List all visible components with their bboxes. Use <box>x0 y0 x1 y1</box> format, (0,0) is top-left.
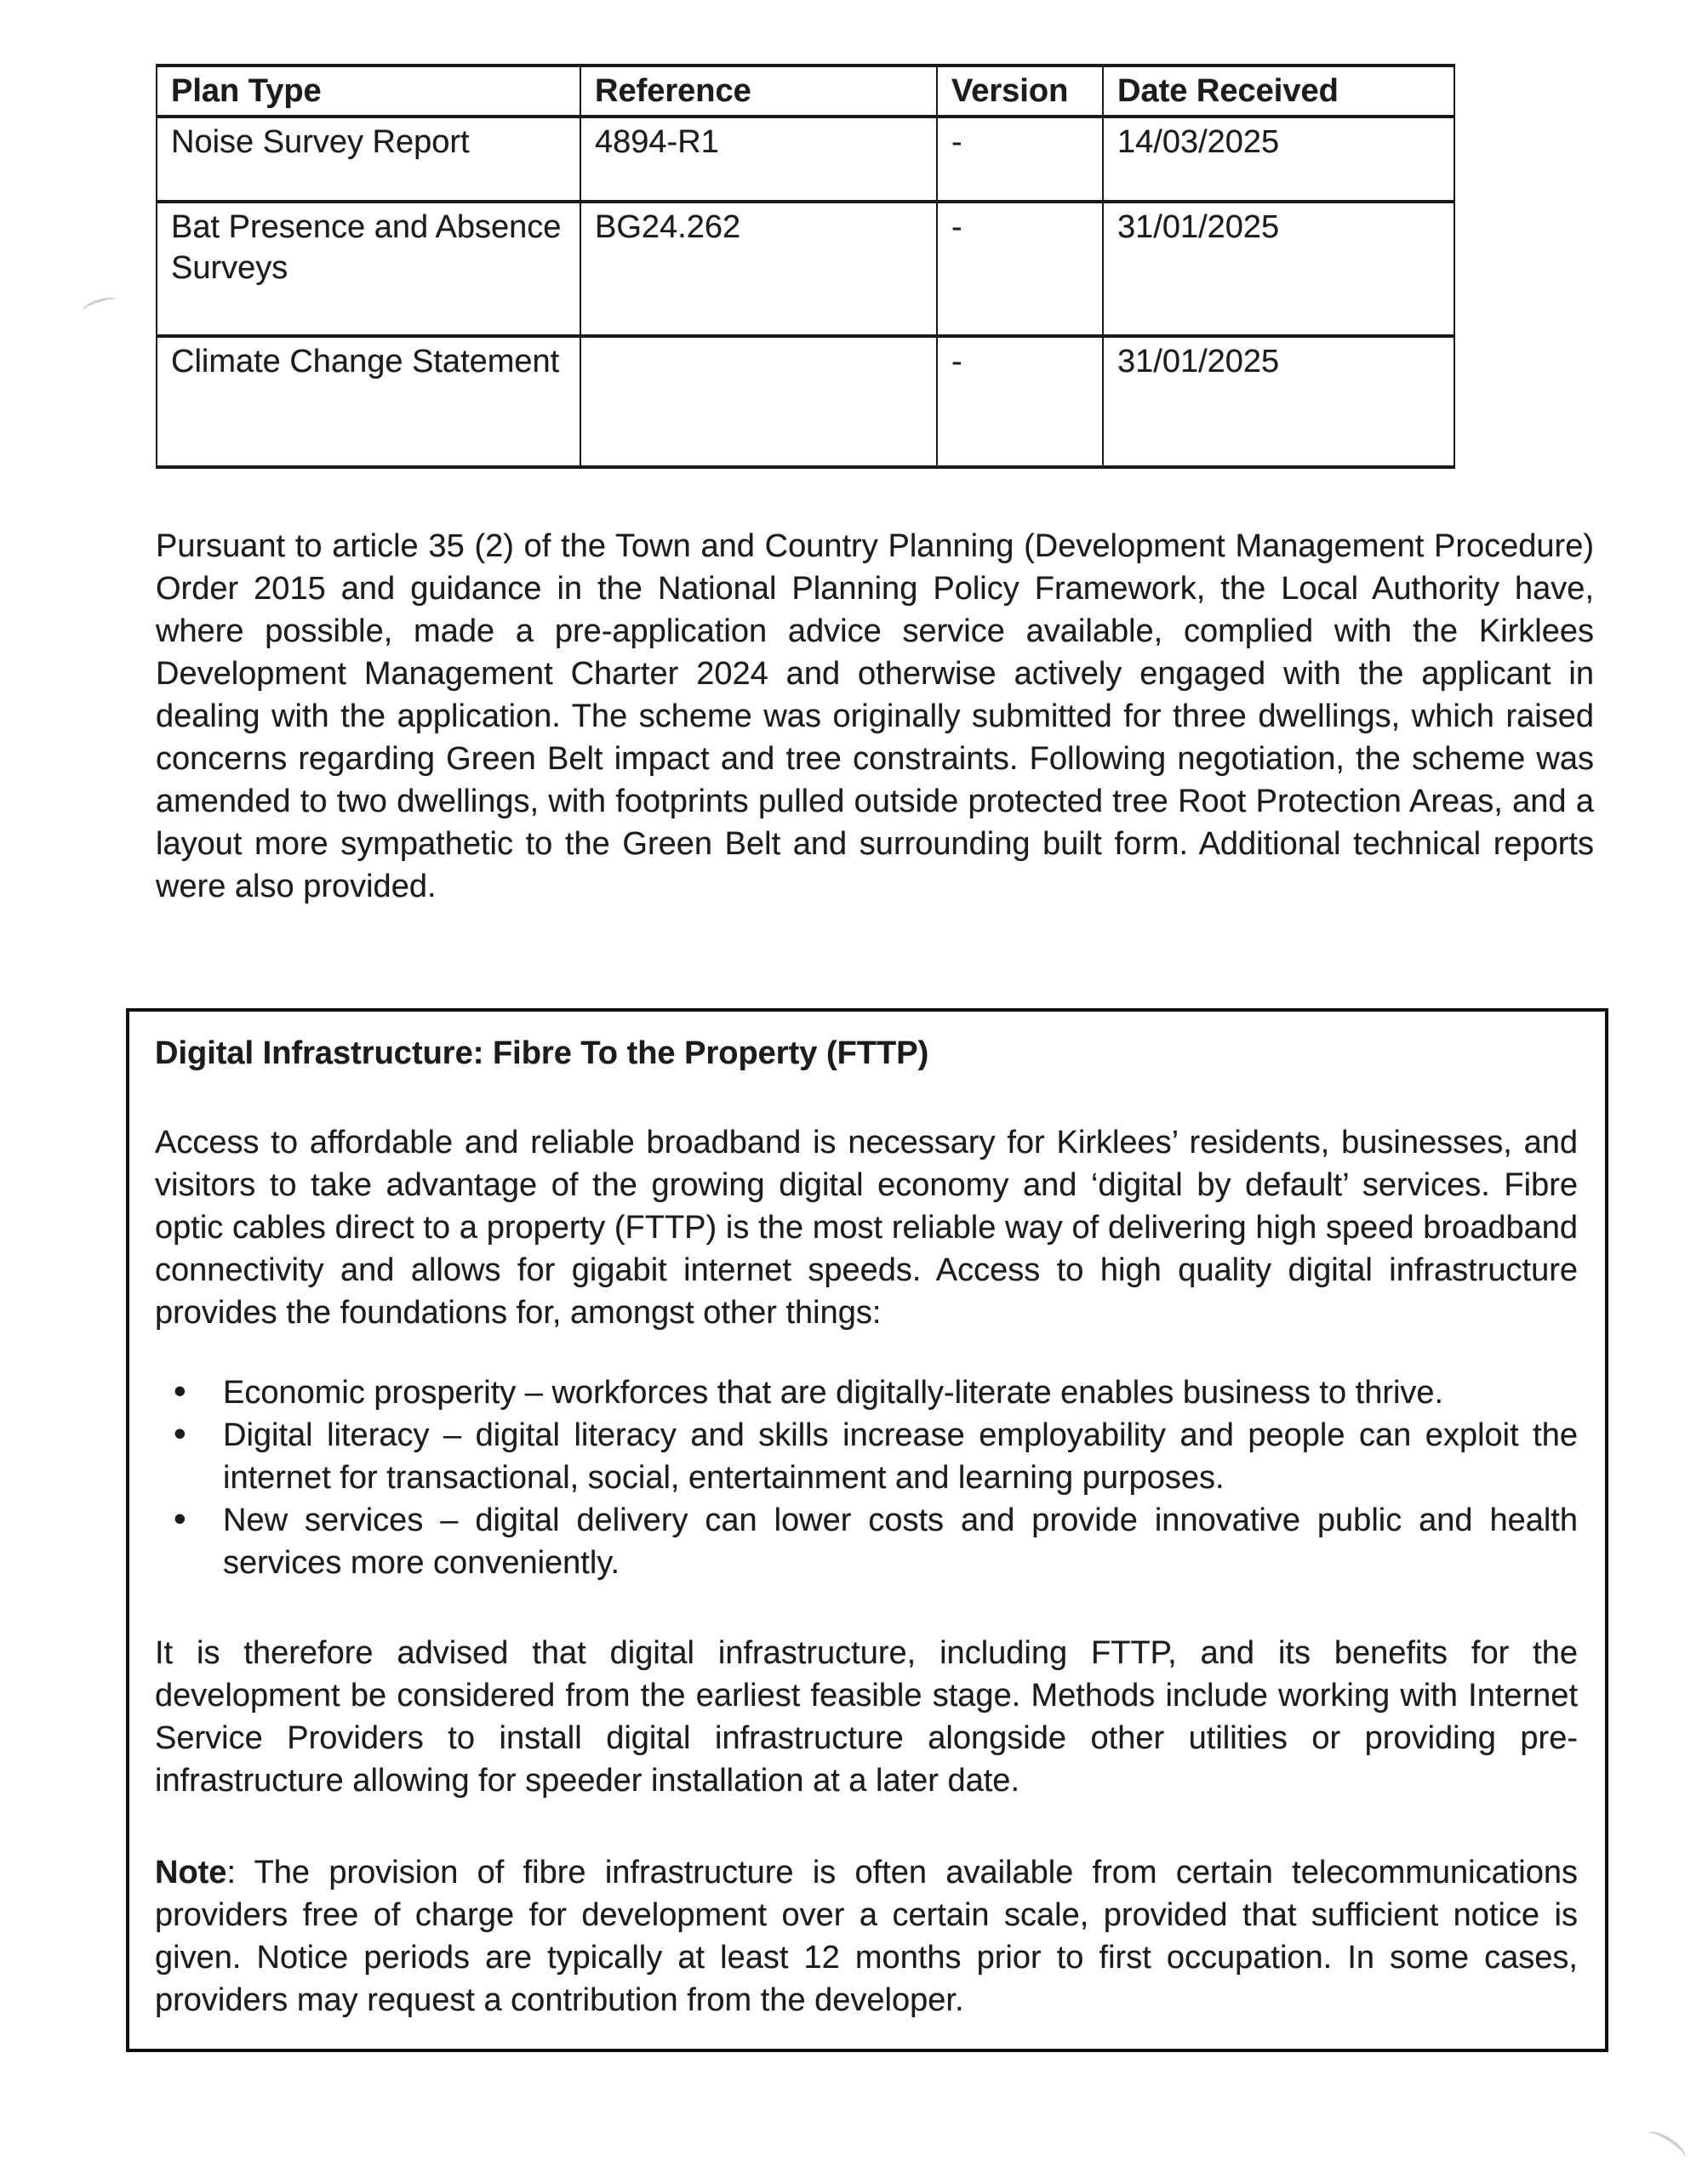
bullet-item-economic-prosperity: • Economic prosperity – workforces that are digitally-literate enables business to thrive. <box>223 1371 1578 1414</box>
cell-reference <box>580 336 937 467</box>
scan-artifact <box>1643 2126 1690 2164</box>
note-paragraph <box>155 1851 1578 2021</box>
cell-date-received: 31/01/2025 <box>1103 336 1454 467</box>
bullet-list <box>155 1371 1578 1584</box>
pursuant-paragraph: Pursuant to article 35 (2) of the Town and Country Planning (Development Management Procedure) Order 2015 and guidance in the National Planning Policy Framework, the Local Authority have, where possible, made a pre-application advice service available, complied with the Kirklees Development Management Charter 2024 and otherwise actively engaged with the applicant in dealing with the application. The scheme was originally submitted for three dwellings, which raised concerns regarding Green Belt impact and tree constraints. Following negotiation, the scheme was amended to two dwellings, with footprints pulled outside protected tree Root Protection Areas, and a layout more sympathetic to the Green Belt and surrounding built form. Additional technical reports were also provided. <box>156 528 1594 904</box>
info-box-title: Digital Infrastructure: Fibre To the Property (FTTP) <box>155 1035 929 1071</box>
cell-version: - <box>937 202 1103 336</box>
scan-artifact <box>81 294 119 317</box>
table-header-date-received: Date Received <box>1103 66 1454 117</box>
table-header-row <box>157 66 1454 117</box>
cell-plan-type: Bat Presence and Absence Surveys <box>157 202 580 336</box>
table-row <box>157 117 1454 202</box>
note-body: : The provision of fibre infrastructure is often available from certain telecommunications providers free of charge for development over a certain scale, provided that sufficient notice is given. Notice periods are typically at least 12 months prior to first occupation. In some cases, providers may request a contribution from the developer. <box>155 1855 1578 2018</box>
table-header-version: Version <box>937 66 1103 117</box>
table-row <box>157 202 1454 336</box>
cell-plan-type: Climate Change Statement <box>157 336 580 467</box>
cell-version: - <box>937 336 1103 467</box>
cell-reference: 4894-R1 <box>580 117 937 202</box>
fttp-info-box <box>126 1008 1608 2052</box>
cell-plan-type: Noise Survey Report <box>157 117 580 202</box>
bullet-item-digital-literacy: • Digital literacy – digital literacy and skills increase employability and people can exploit the internet for transactional, social, entertainment and learning purposes. <box>223 1414 1578 1499</box>
plans-table <box>156 64 1455 469</box>
table-row <box>157 336 1454 467</box>
cell-date-received: 31/01/2025 <box>1103 202 1454 336</box>
table-header-plan-type: Plan Type <box>157 66 580 117</box>
bullet-item-new-services: • New services – digital delivery can lower costs and provide innovative public and health services more conveniently. <box>223 1499 1578 1584</box>
advice-paragraph: It is therefore advised that digital infrastructure, including FTTP, and its benefits for the development be considered from the earliest feasible stage. Methods include working with Internet Service Providers to install digital infrastructure alongside other utilities or providing pre-infrastructure allowing for speeder installation at a later date. <box>155 1635 1578 1799</box>
cell-date-received: 14/03/2025 <box>1103 117 1454 202</box>
cell-version: - <box>937 117 1103 202</box>
cell-reference: BG24.262 <box>580 202 937 336</box>
info-box-intro: Access to affordable and reliable broadband is necessary for Kirklees’ residents, businesses, and visitors to take advantage of the growing digital economy and ‘digital by default’ services. Fibre optic cables direct to a property (FTTP) is the most reliable way of delivering high speed broadband connectivity and allows for gigabit internet speeds. Access to high quality digital infrastructure provides the foundations for, amongst other things: <box>155 1125 1578 1331</box>
note-label: Note <box>155 1855 227 1890</box>
table-header-reference: Reference <box>580 66 937 117</box>
